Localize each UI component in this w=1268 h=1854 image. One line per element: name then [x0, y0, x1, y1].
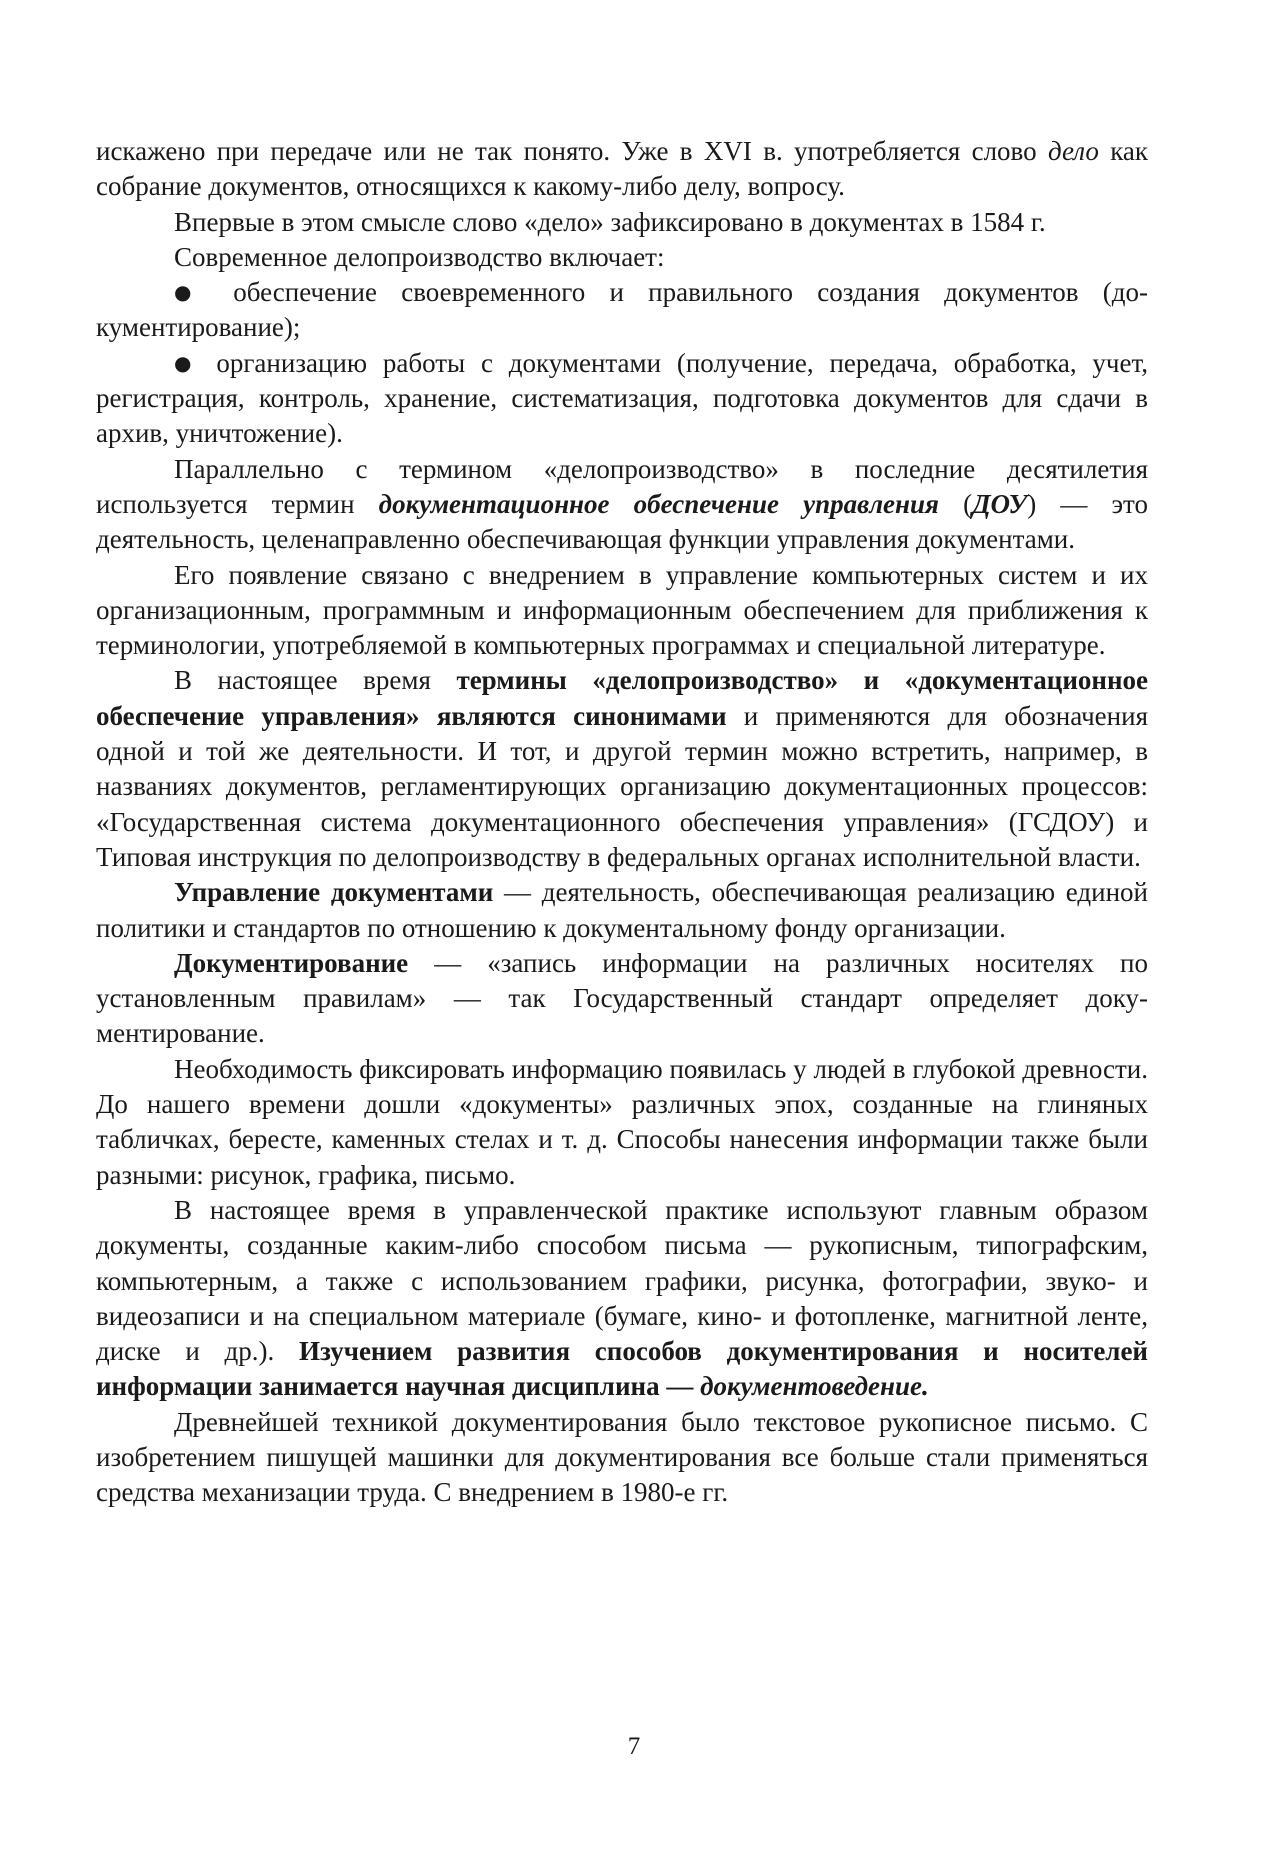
paragraph	[96, 240, 1148, 275]
paragraph	[96, 1193, 1148, 1405]
text-run: Современное делопроизводство включает:	[174, 241, 665, 272]
bold-italic-term: документоведение.	[700, 1371, 929, 1402]
text-run: обеспечение своевременного и правильного создания документов (документирование);	[96, 277, 1148, 343]
paragraph	[96, 134, 1148, 205]
paragraph	[96, 946, 1148, 1052]
text-run: (	[938, 488, 973, 519]
paragraph	[96, 1405, 1148, 1511]
bullet-icon: ●	[174, 350, 201, 375]
bold-term: Изучением развития способов документирования и носителей информации занимается научная дисциплина —	[96, 1336, 1148, 1402]
text-run: организацию работы с документами (получение, передача, обработка, учет, регистрация, контроль, хранение, систематизация, подготовка документов для сдачи в архив, уничтожение).	[96, 347, 1149, 449]
text-run: Параллельно с термином «делопроизводство» в последние десятилетия используется термин	[96, 453, 1148, 519]
text-run: В настоящее время	[174, 665, 457, 696]
text-run: — деятельность, обеспечивающая реализацию единой политики и стандартов по отношению к документальному фонду организации.	[96, 877, 1148, 943]
bullet-icon: ●	[174, 280, 209, 305]
text-run: искажено при передаче или не так понято. Уже в XVI в. употребляется слово	[96, 136, 1048, 166]
italic-term: дело	[1047, 136, 1099, 166]
bold-term: Документирование	[174, 947, 409, 978]
text-run: Впервые в этом смысле слово «дело» зафиксировано в документах в 1584 г.	[174, 206, 1046, 237]
bold-italic-term: документационное обеспечение управления	[378, 488, 939, 519]
bold-term: Управление документами	[174, 877, 494, 908]
paragraph	[96, 558, 1148, 664]
bold-term: термины «делопроизводство» и «документационное обеспечение управления» являются синонимами	[96, 665, 1148, 731]
bold-italic-term: ДОУ	[972, 488, 1028, 519]
text-run: Его появление связано с внедрением в управление компьютерных систем и их организационным, программным и информационным обеспечением для приближения к терминологии, употребляемой в компьютерных программах и специальной литературе.	[96, 559, 1148, 661]
paragraph	[96, 663, 1148, 875]
text-run: — «запись информации на различных носителях по установленным правилам» — так Государственный стандарт определяет документирование.	[96, 947, 1148, 1049]
text-run: и применяются для обозначения одной и той же деятельности. И тот, и другой термин можно встретить, например, в названиях документов, регламентирующих организацию документационных процессов: «Государственная система документационного обеспечения управления» (ГСДОУ) и Типовая инструкция по делопроизводству в федеральных органах исполнительной власти.	[96, 700, 1148, 872]
paragraph	[96, 205, 1148, 240]
bullet-item	[96, 275, 1148, 346]
page-text	[96, 134, 1148, 1511]
page-number: 7	[627, 1733, 641, 1760]
text-run: Необходимость фиксировать информацию появилась у людей в глубокой древности. До нашего времени дошли «документы» различных эпох, созданные на глиняных табличках, бересте, каменных стелах и т. д. Способы нанесения информации также были разными: рисунок, графика, письмо.	[96, 1053, 1148, 1190]
text-run: ) — это деятельность, целенаправленно обеспечивающая функции управления документами.	[96, 488, 1148, 555]
text-run: В настоящее время в управленческой практике используют главным образом документы, созданные каким-либо способом письма — рукописным, типографским, компьютерным, а также с использованием графики, рисунка, фотографии, звуко- и видеозаписи и на специальном материале (бумаге, кино- и фотопленке, магнитной ленте, диске и др.).	[96, 1194, 1148, 1367]
text-run: Древнейшей техникой документирования было текстовое рукописное письмо. С изобретением пишущей машинки для документирования все больше стали применяться средства механизации труда. С внедрением в 1980-е гг.	[96, 1406, 1148, 1508]
paragraph	[96, 1052, 1148, 1193]
paragraph	[96, 452, 1148, 558]
bullet-item	[96, 346, 1148, 452]
text-run: как собрание документов, относящихся к какому-либо делу, вопросу.	[96, 136, 1149, 202]
paragraph	[96, 875, 1148, 946]
